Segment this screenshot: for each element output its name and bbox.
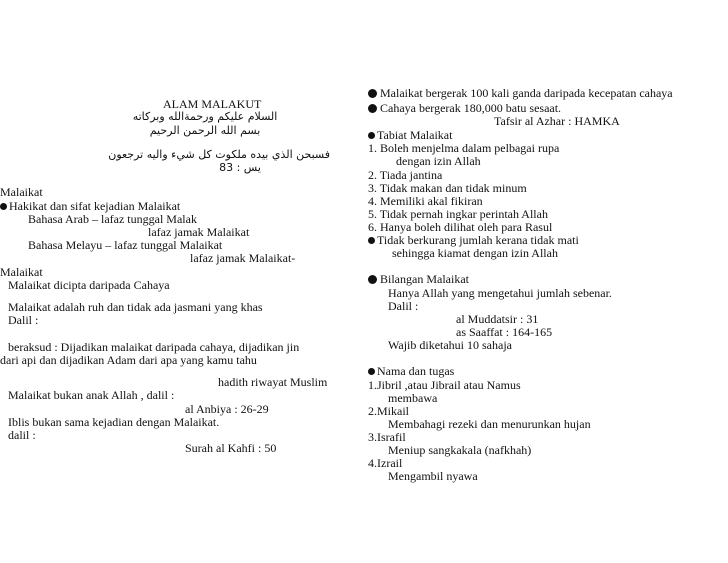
hakikat-item: Hakikat dan sifat kejadian Malaikat <box>0 199 180 213</box>
israfil-tugas: Meniup sangkakala (nafkhah) <box>388 443 532 457</box>
hanya-allah-line: Hanya Allah yang mengetahui jumlah sebenar. <box>388 286 612 300</box>
bullet-icon <box>368 132 375 139</box>
jibril-tugas: membawa <box>388 391 438 405</box>
ayah-reference: يس : 83 <box>219 161 261 174</box>
tabiat-item-5: 5. Tidak pernah ingkar perintah Allah <box>368 207 548 221</box>
bahasa-melayu-line: Bahasa Melayu – lafaz tunggal Malaikat <box>28 238 223 252</box>
tabiat-heading: Tabiat Malaikat <box>368 128 452 142</box>
tabiat-item-1: 1. Boleh menjelma dalam pelbagai rupa <box>368 141 560 155</box>
arab-jamak-line: lafaz jamak Malaikat <box>148 225 250 239</box>
bullet-icon <box>368 104 377 113</box>
ayah-arabic: فسبحن الذي بيده ملكوت كل شيء واليه ترجعون <box>108 148 330 161</box>
tidak-berkurang-item: Tidak berkurang jumlah kerana tidak mati <box>368 233 579 247</box>
malaikat-heading: Malaikat <box>0 185 43 199</box>
bahasa-arab-line: Bahasa Arab – lafaz tunggal Malak <box>28 212 197 226</box>
anbiya-reference: al Anbiya : 26-29 <box>185 402 269 416</box>
bullet-icon <box>0 203 7 210</box>
beraksud-line-1: beraksud : Dijadikan malaikat daripada cahaya, dijadikan jin <box>8 340 300 354</box>
dicipta-line: Malaikat dicipta daripada Cahaya <box>8 278 170 292</box>
cahaya-item: Cahaya bergerak 180,000 batu sesaat. <box>368 101 561 115</box>
izrail-tugas: Mengambil nyawa <box>388 469 478 483</box>
dalil-label-2: dalil : <box>8 428 36 442</box>
kiamat-line: sehingga kiamat dengan izin Allah <box>392 246 558 260</box>
bullet-icon <box>368 368 375 375</box>
saaffat-reference: as Saaffat : 164-165 <box>456 325 553 339</box>
bukan-anak-line: Malaikat bukan anak Allah , dalil : <box>8 388 175 402</box>
bilangan-heading: Bilangan Malaikat <box>368 272 469 286</box>
page-title: ALAM MALAKUT <box>163 97 262 111</box>
bergerak-item: Malaikat bergerak 100 kali ganda daripada kecepatan cahaya <box>368 86 673 100</box>
basmalah-arabic: بسم الله الرحمن الرحيم <box>149 124 261 137</box>
malaikat-subheading: Malaikat <box>0 265 43 279</box>
tabiat-item-1-cont: dengan izin Allah <box>396 154 481 168</box>
dalil-label-right: Dalil : <box>388 299 419 313</box>
melayu-jamak-line: lafaz jamak Malaikat- <box>190 251 296 265</box>
wajib-line: Wajib diketahui 10 sahaja <box>388 338 512 352</box>
muddatsir-reference: al Muddatsir : 31 <box>456 312 539 326</box>
tabiat-item-6: 6. Hanya boleh dilihat oleh para Rasul <box>368 220 553 234</box>
tafsir-reference: Tafsir al Azhar : HAMKA <box>494 114 620 128</box>
bullet-icon <box>368 237 375 244</box>
bullet-icon <box>368 89 377 98</box>
salam-arabic: السلام عليكم ورحمةالله وبركاته <box>132 110 278 123</box>
tabiat-item-2: 2. Tiada jantina <box>368 168 443 182</box>
dalil-label: Dalil : <box>8 313 39 327</box>
ruh-line: Malaikat adalah ruh dan tidak ada jasmani yang khas <box>8 300 263 314</box>
kahfi-reference: Surah al Kahfi : 50 <box>185 441 277 455</box>
tabiat-item-4: 4. Memiliki akal fikiran <box>368 194 483 208</box>
malaikat-israfil: 3.Israfil <box>368 430 406 444</box>
malaikat-izrail: 4.Izrail <box>368 456 403 470</box>
tabiat-item-3: 3. Tidak makan dan tidak minum <box>368 181 527 195</box>
mikail-tugas: Membahagi rezeki dan menurunkan hujan <box>388 417 591 431</box>
beraksud-line-2: dari api dan dijadikan Adam dari apa yang kamu tahu <box>0 353 257 367</box>
malaikat-jibril: 1.Jibril ,atau Jibrail atau Namus <box>368 378 521 392</box>
bullet-icon <box>368 275 377 284</box>
malaikat-mikail: 2.Mikail <box>368 404 409 418</box>
nama-tugas-heading: Nama dan tugas <box>368 364 454 378</box>
iblis-line: Iblis bukan sama kejadian dengan Malaikat. <box>8 415 220 429</box>
hadith-reference: hadith riwayat Muslim <box>218 375 328 389</box>
